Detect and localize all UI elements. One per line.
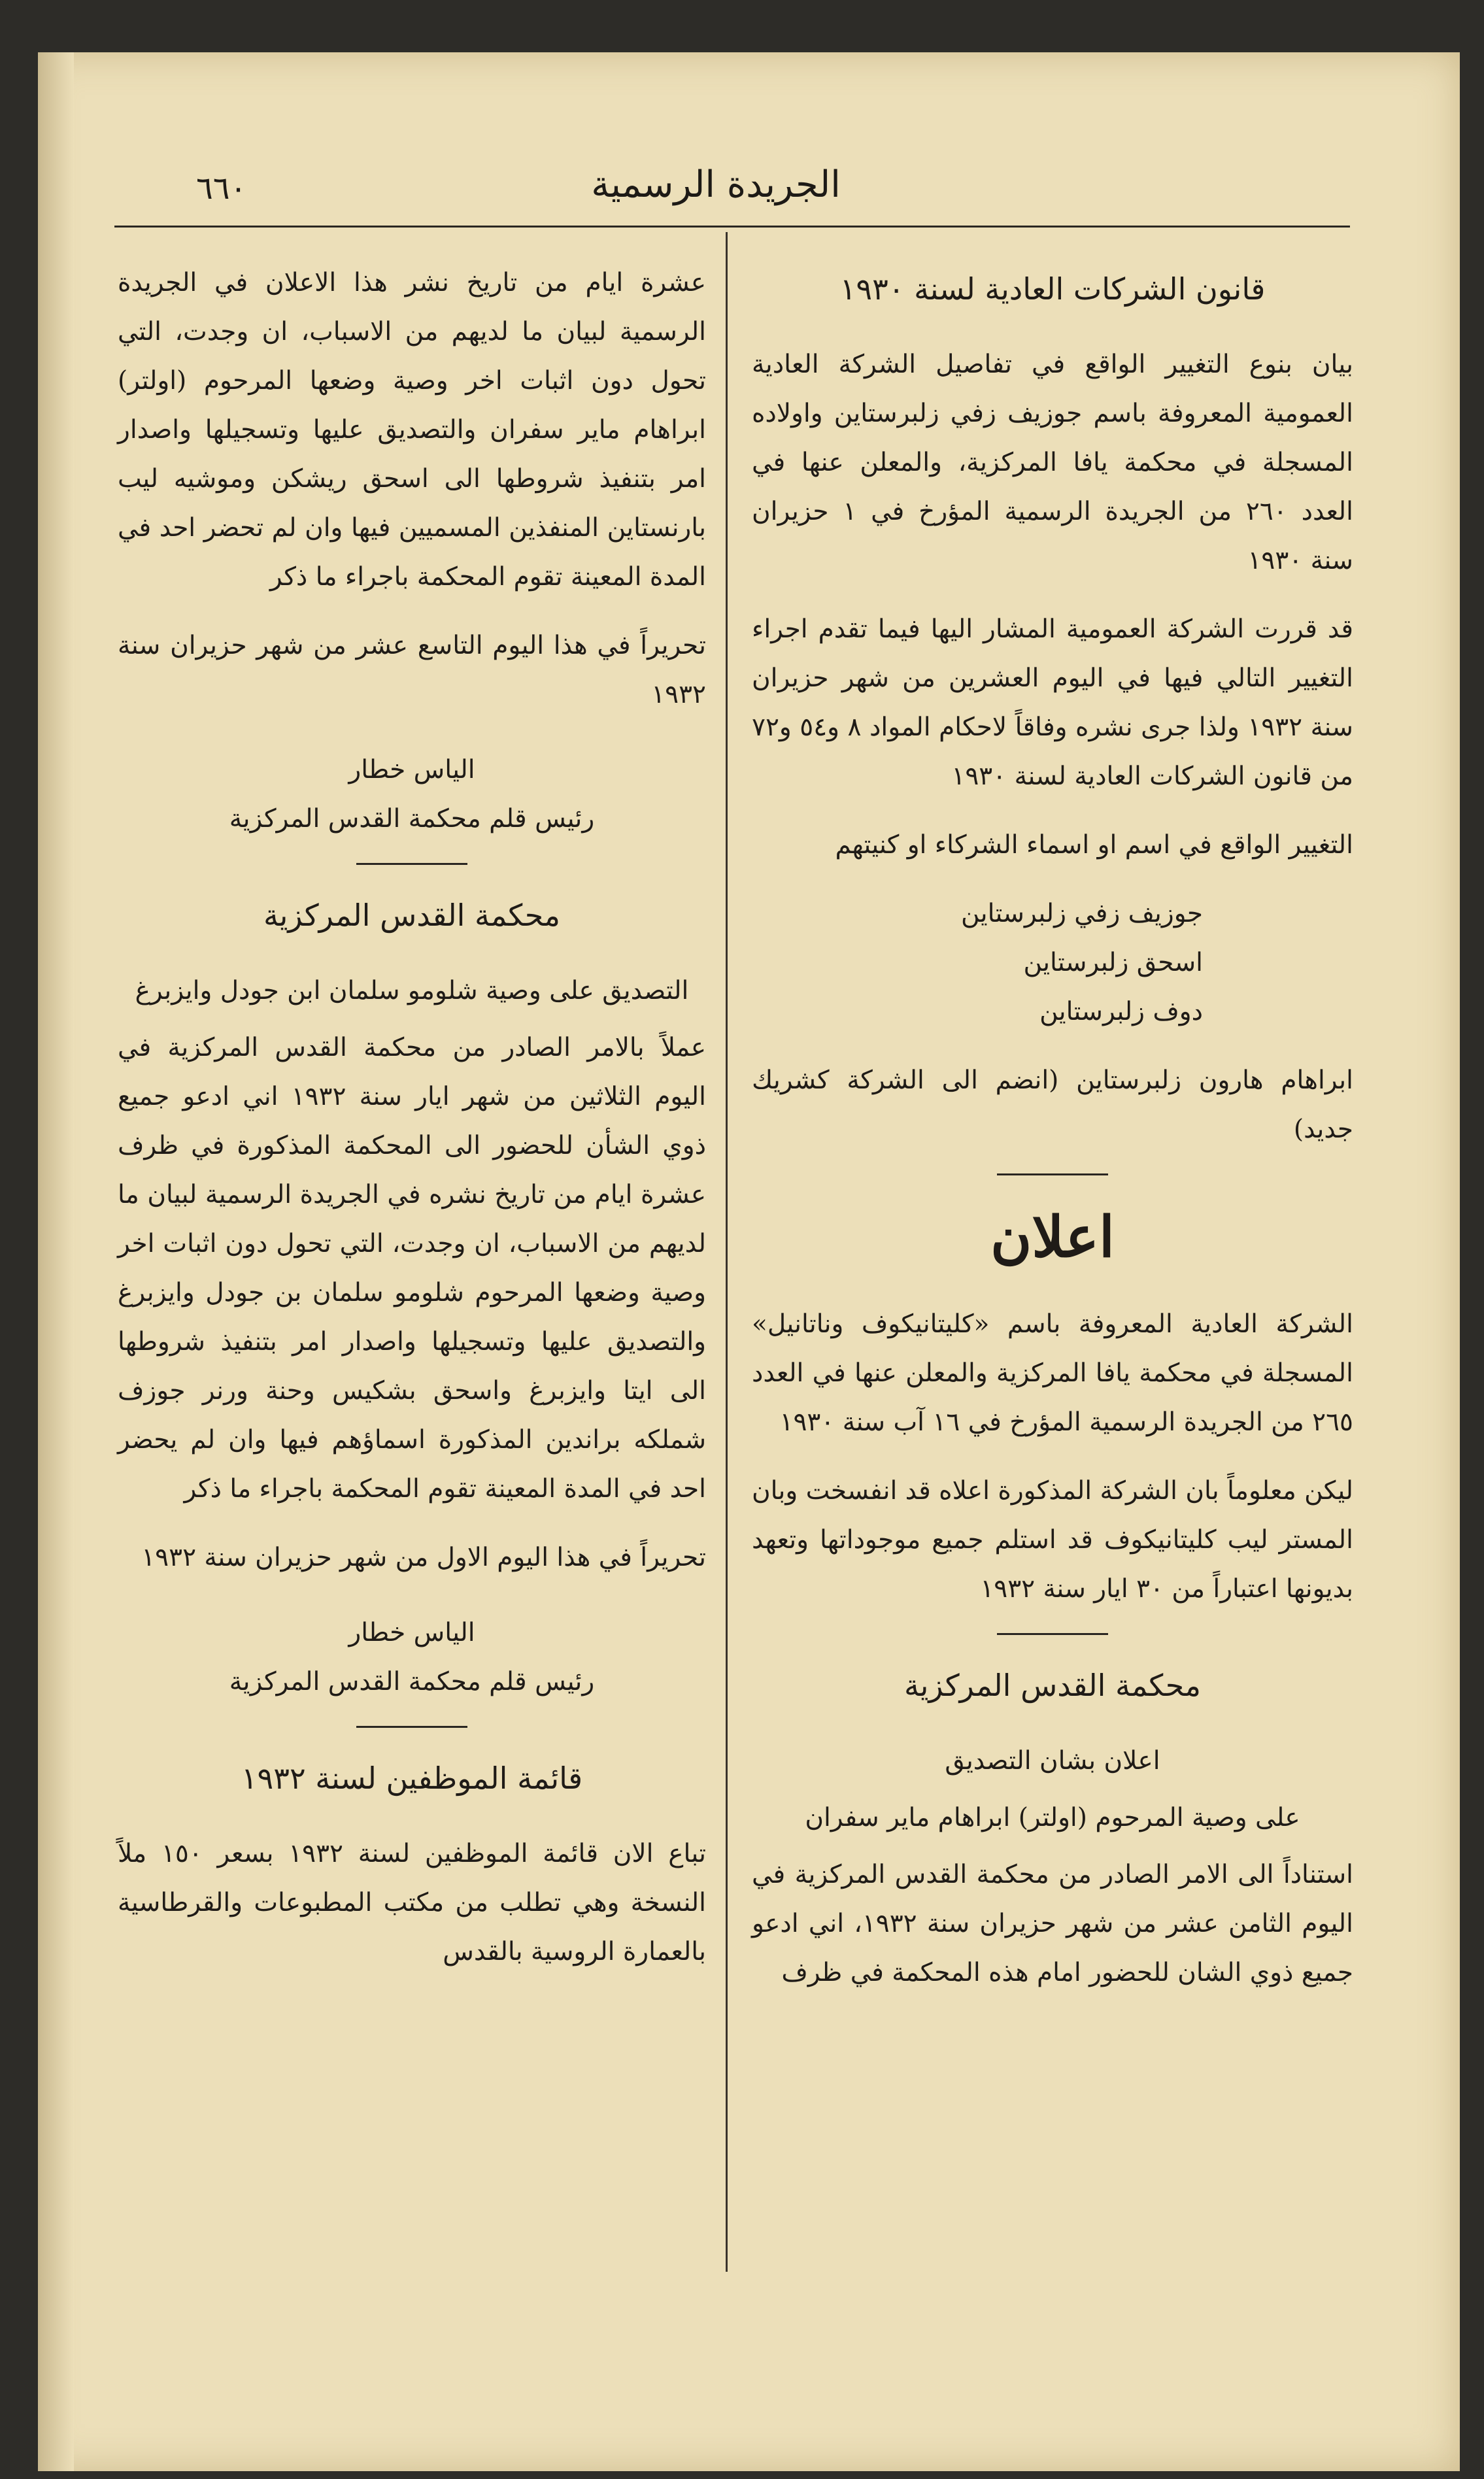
continuation-paragraph: عشرة ايام من تاريخ نشر هذا الاعلان في الجريدة الرسمية لبيان ما لديهم من الاسباب، ان وجدت، التي تحول دون اثبات اخر وصية وضعها المرحوم (اولتر) ابراهام ماير سفران والتصديق عليها وتسجيلها واصدار امر بتنفيذ شروطها الى اسحق ريشكن وموشيه ليب بارنستاين المنفذين المسميين فيها وان لم تحضر احد في المدة المعينة تقوم المحكمة باجراء ما ذكر: [118, 268, 706, 592]
signature-block: [118, 745, 706, 843]
probate-subtitle: التصديق على وصية شلومو سلمان ابن جودل وايزبرغ: [135, 976, 689, 1005]
section-divider: [997, 1633, 1108, 1635]
page-number: ٦٦٠: [196, 170, 247, 207]
employees-heading: قائمة الموظفين لسنة ١٩٣٢: [241, 1761, 583, 1796]
dated-line: تحريراً في هذا اليوم الاول من شهر حزيران سنة ١٩٣٢: [141, 1543, 706, 1572]
employees-paragraph: تباع الان قائمة الموظفين لسنة ١٩٣٢ بسعر ١٥٠ ملاً النسخة وهي تطلب من مكتب المطبوعات والقرطاسية بالعمارة الروسية بالقدس: [118, 1839, 706, 1966]
probate-paragraph: استناداً الى الامر الصادر من محكمة القدس المركزية في اليوم الثامن عشر من شهر حزيران سنة ١٩٣٢، اني ادعو جميع ذوي الشان للحضور امام هذه المحكمة في ظرف: [752, 1860, 1353, 1987]
page-edge-shadow: [38, 52, 74, 2471]
column-divider: [726, 232, 728, 2272]
left-column: [118, 258, 706, 1996]
partner-list: [752, 889, 1353, 1036]
header-rule: [114, 226, 1350, 228]
partner-name: دوف زلبرستاين: [1039, 997, 1203, 1026]
notice-paragraph-1: الشركة العادية المعروفة باسم «كليتانيكوف وناتانيل» المسجلة في محكمة يافا المركزية والمعلن عنها في العدد ٢٦٥ من الجريدة الرسمية المؤرخ في ١٦ آب سنة ١٩٣٠: [752, 1309, 1353, 1437]
signature-name: الياس خطار: [348, 755, 475, 784]
gazette-title: الجريدة الرسمية: [591, 163, 841, 206]
signature-title: رئيس قلم محكمة القدس المركزية: [229, 1667, 595, 1696]
signature-title: رئيس قلم محكمة القدس المركزية: [229, 804, 595, 834]
page-header: [85, 150, 1347, 222]
section-divider: [356, 863, 467, 865]
court-heading: محكمة القدس المركزية: [263, 898, 561, 933]
section-divider: [356, 1726, 467, 1728]
notice-heading: اعلان: [990, 1204, 1115, 1270]
probate-title: اعلان بشان التصديق: [945, 1746, 1160, 1776]
partner-name: جوزيف زفي زلبرستاين: [961, 899, 1203, 928]
change-label: التغيير الواقع في اسم او اسماء الشركاء او كنيتهم: [835, 830, 1353, 860]
section-divider: [997, 1173, 1108, 1175]
right-column: [752, 258, 1353, 2017]
dated-line: تحريراً في هذا اليوم التاسع عشر من شهر حزيران سنة ١٩٣٢: [118, 631, 706, 709]
signature-block: [118, 1608, 706, 1706]
decision-paragraph: قد قررت الشركة العمومية المشار اليها فيما تقدم اجراء التغيير التالي فيها في اليوم العشرين من شهر حزيران سنة ١٩٣٢ ولذا جرى نشره وفاقاً لاحكام المواد ٨ و٥٤ و٧٢ من قانون الشركات العادية لسنة ١٩٣٠: [752, 615, 1353, 791]
notice-paragraph-2: ليكن معلوماً بان الشركة المذكورة اعلاه قد انفسخت وبان المستر ليب كليتانيكوف قد استلم جميع موجوداتها وتعهد بديونها اعتباراً من ٣٠ ايار سنة ١٩٣٢: [751, 1476, 1353, 1604]
partner-name-new: ابراهام هارون زلبرستاين (انضم الى الشركة كشريك جديد): [752, 1066, 1353, 1144]
statement-paragraph: بيان بنوع التغيير الواقع في تفاصيل الشركة العادية العمومية المعروفة باسم جوزيف زفي زلبرستاين واولاده المسجلة في محكمة يافا المركزية، والمعلن عنها في العدد ٢٦٠ من الجريدة الرسمية المؤرخ في ١ حزيران سنة ١٩٣٠: [752, 350, 1353, 575]
probate-paragraph: عملاً بالامر الصادر من محكمة القدس المركزية في اليوم الثلاثين من شهر ايار سنة ١٩٣٢ اني ادعو جميع ذوي الشأن للحضور الى المحكمة المذكورة في ظرف عشرة ايام من تاريخ نشره في الجريدة الرسمية لبيان ما لديهم من الاسباب، ان وجدت، التي تحول دون اثبات اخر وصية وضعها المرحوم شلومو سلمان بن جودل وايزبرغ والتصديق عليها وتسجيلها واصدار امر بتنفيذ شروطها الى ايتا وايزبرغ واسحق بشكيس وحنة ورنر جوزف شملكه براندين المذكورة اسماؤهم فيها وان لم يحضر احد في المدة المعينة تقوم المحكمة باجراء ما ذكر: [118, 1033, 706, 1504]
court-heading: محكمة القدس المركزية: [903, 1668, 1202, 1703]
probate-subtitle: على وصية المرحوم (اولتر) ابراهام ماير سفران: [805, 1803, 1300, 1832]
signature-name: الياس خطار: [348, 1618, 475, 1647]
partner-name: اسحق زلبرستاين: [1023, 948, 1203, 977]
law-heading: قانون الشركات العادية لسنة ١٩٣٠: [839, 271, 1266, 307]
